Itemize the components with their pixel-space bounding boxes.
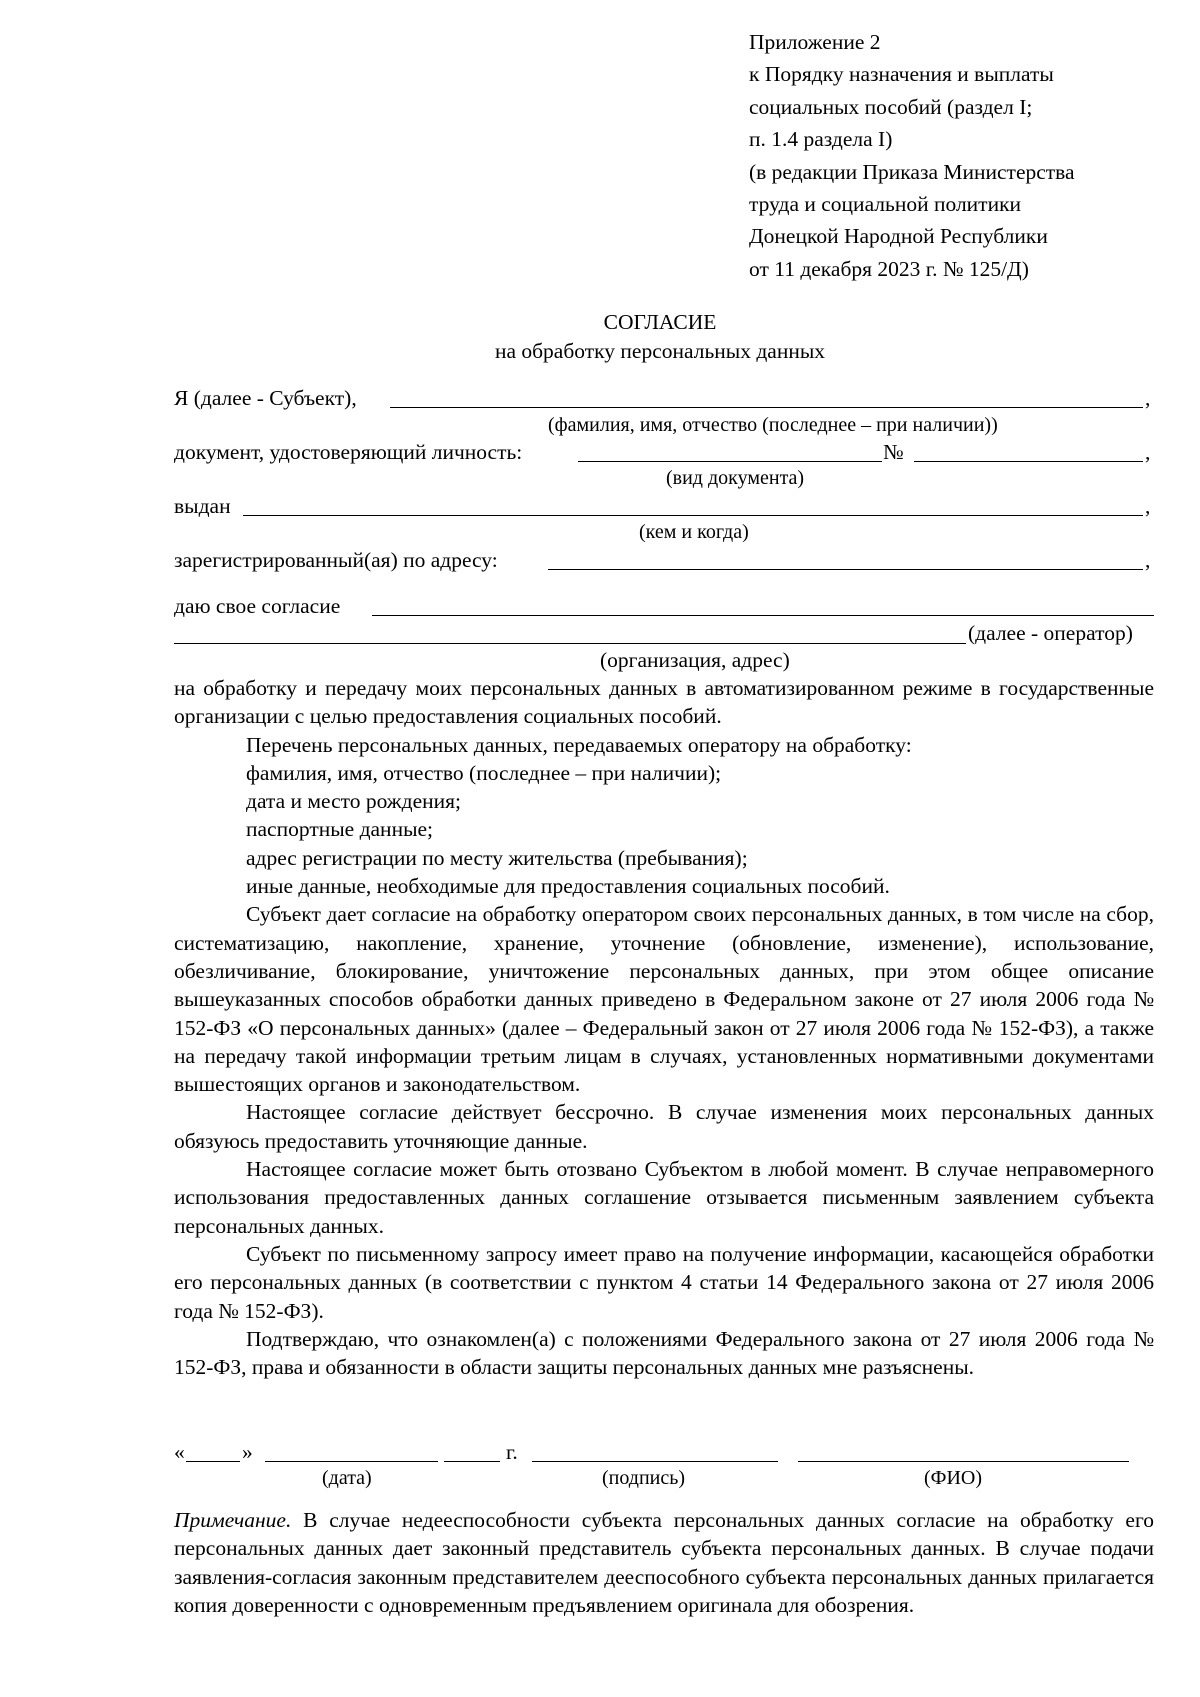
- note-block: [174, 1506, 1154, 1619]
- body-paragraph: Субъект по письменному запросу имеет право на получение информации, касающейся обработки его персональных данных (в соответствии с пунктом 4 статьи 14 Федерального закона от 27 июля 2006 года № 152-ФЗ).: [174, 1241, 1154, 1323]
- appendix-block: [749, 26, 1075, 285]
- full-name-field[interactable]: [798, 1461, 1129, 1462]
- number-sign: №: [883, 440, 904, 464]
- close-quote: »: [242, 1440, 253, 1464]
- note-paragraph: [174, 1506, 1154, 1619]
- list-item: фамилия, имя, отчество (последнее – при наличии);: [246, 760, 722, 785]
- body-paragraph: Настоящее согласие действует бессрочно. В случае изменения моих персональных данных обязуюсь предоставить уточняющие данные.: [174, 1100, 1154, 1153]
- subject-label: Я (далее - Субъект),: [174, 386, 357, 410]
- day-field[interactable]: [186, 1461, 240, 1462]
- signature-hint: (подпись): [602, 1467, 686, 1489]
- intro-paragraph: на обработку и передачу моих персональных данных в автоматизированном режиме в государственные организации с целью предоставления социальных пособий.: [174, 676, 1154, 729]
- month-field[interactable]: [265, 1461, 438, 1462]
- year-suffix: г.: [506, 1440, 518, 1464]
- address-label: зарегистрированный(ая) по адресу:: [174, 548, 498, 572]
- date-hint: (дата): [322, 1467, 372, 1489]
- consent-label: даю свое согласие: [174, 594, 341, 618]
- operator-field-2[interactable]: [174, 643, 966, 644]
- comma: ,: [1145, 494, 1151, 518]
- issued-by-hint: (кем и когда): [639, 521, 749, 543]
- comma: ,: [1145, 386, 1151, 410]
- body-paragraph: Настоящее согласие может быть отозвано Субъектом в любой момент. В случае неправомерного использования предоставленных данных соглашение отзывается письменным заявлением субъекта персональных данных.: [174, 1157, 1154, 1238]
- document-type-field[interactable]: [578, 461, 882, 462]
- operator-field-1[interactable]: [372, 615, 1154, 616]
- appendix-line: к Порядку назначения и выплаты: [749, 62, 1054, 87]
- appendix-line: Приложение 2: [749, 30, 881, 54]
- organization-hint: (организация, адрес): [600, 648, 790, 672]
- body-paragraph: Подтверждаю, что ознакомлен(а) с положениями Федерального закона от 27 июля 2006 года № 152-ФЗ, права и обязанности в области защиты персональных данных мне разъяснены.: [174, 1326, 1154, 1380]
- subject-name-field[interactable]: [390, 407, 1143, 408]
- document-number-field[interactable]: [914, 461, 1143, 462]
- address-field[interactable]: [548, 569, 1143, 570]
- comma: ,: [1145, 440, 1151, 464]
- subject-name-hint: (фамилия, имя, отчество (последнее – при наличии)): [548, 414, 998, 436]
- signature-row: [174, 1440, 1154, 1500]
- appendix-line: труда и социальной политики: [749, 192, 1022, 217]
- note-text: В случае недееспособности субъекта персональных данных согласие на обработку его персональных данных дает законный представитель субъекта персональных данных. В случае подачи заявления-согласия законным представителем дееспособного субъекта персональных данных прилагается копия доверенности с одновременным предъявлением оригинала для обозрения.: [174, 1508, 1154, 1617]
- document-subtitle: на обработку персональных данных: [494, 339, 826, 363]
- issued-by-field[interactable]: [243, 515, 1143, 516]
- year-field[interactable]: [444, 1461, 500, 1462]
- open-quote: «: [174, 1440, 185, 1464]
- comma: ,: [1145, 548, 1151, 572]
- list-item: иные данные, необходимые для предоставления социальных пособий.: [246, 874, 890, 899]
- document-type-hint: (вид документа): [666, 467, 805, 489]
- note-lead: Примечание.: [174, 1508, 292, 1532]
- list-title: Перечень персональных данных, передаваемых оператору на обработку:: [246, 732, 912, 757]
- document-title: СОГЛАСИЕ: [603, 310, 717, 334]
- full-name-hint: (ФИО): [924, 1467, 983, 1489]
- document-label: документ, удостоверяющий личность:: [174, 440, 523, 464]
- appendix-line: п. 1.4 раздела I): [749, 127, 893, 152]
- consent-body: [174, 674, 1154, 1381]
- issued-label: выдан: [174, 494, 231, 518]
- list-item: адрес регистрации по месту жительства (пребывания);: [246, 845, 748, 870]
- list-item: паспортные данные;: [246, 817, 434, 842]
- body-paragraph: Субъект дает согласие на обработку оператором своих персональных данных, в том числе на сбор, систематизацию, накопление, хранение, уточнение (обновление, изменение), использование, обезличивание, блокирование, уничтожение персональных данных, при этом общее описание вышеуказанных способов обработки данных приведено в Федеральном законе от 27 июля 2006 года № 152-ФЗ «О персональных данных» (далее – Федеральный закон от 27 июля 2006 года № 152-ФЗ), а также на передачу такой информации третьим лицам в случаях, установленных нормативными документами вышестоящих органов и законодательством.: [174, 902, 1154, 1097]
- operator-suffix: (далее - оператор): [968, 621, 1133, 645]
- appendix-line: (в редакции Приказа Министерства: [749, 159, 1075, 184]
- signature-field[interactable]: [532, 1461, 778, 1462]
- appendix-line: от 11 декабря 2023 г. № 125/Д): [749, 256, 1029, 281]
- appendix-line: социальных пособий (раздел I;: [749, 94, 1033, 119]
- appendix-line: Донецкой Народной Республики: [749, 224, 1048, 249]
- list-item: дата и место рождения;: [246, 789, 462, 814]
